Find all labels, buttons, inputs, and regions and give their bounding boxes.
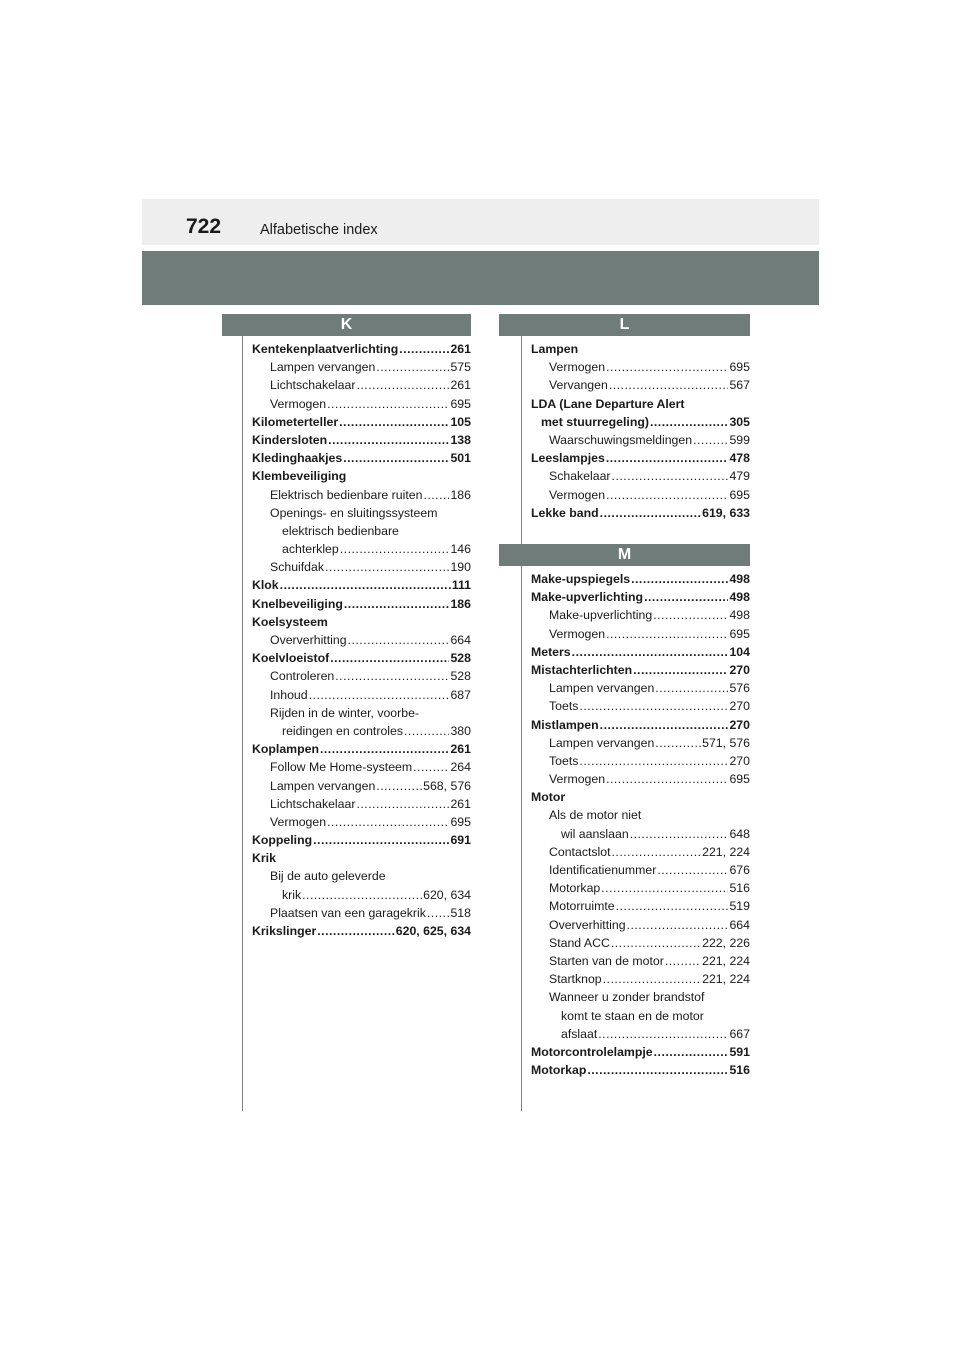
index-entry (531, 788, 750, 806)
index-entry-page[interactable]: 619, 633 (702, 505, 750, 520)
index-entry-page[interactable]: 270 (729, 699, 750, 714)
index-entry-label: Controleren (270, 669, 335, 684)
index-entry (252, 922, 471, 940)
index-entry (252, 886, 471, 904)
index-entry-page[interactable]: 664 (729, 917, 750, 932)
index-entry-page[interactable]: 498 (729, 608, 750, 623)
dot-leader (601, 879, 728, 897)
index-entry (252, 686, 471, 704)
index-entry (252, 777, 471, 795)
index-entry (252, 376, 471, 394)
index-entry-page[interactable]: 695 (729, 626, 750, 641)
dot-leader (404, 722, 449, 740)
index-entry (252, 431, 471, 449)
index-entry (531, 806, 750, 824)
section-letter-m: M (499, 544, 750, 566)
index-column-k (252, 340, 471, 940)
index-entry (531, 879, 750, 897)
index-entry (252, 522, 471, 540)
dot-leader (344, 595, 450, 613)
index-entry-page[interactable]: 221, 224 (702, 953, 750, 968)
section-letter-l: L (499, 314, 750, 336)
dot-leader (609, 376, 729, 394)
index-entry-label: Toets (549, 699, 579, 714)
index-entry-label: Vermogen (549, 772, 606, 787)
index-entry (531, 825, 750, 843)
index-entry-label: Bij de auto geleverde (270, 869, 386, 884)
index-entry-page[interactable]: 687 (450, 687, 471, 702)
index-entry-label: Motorkap (531, 1063, 587, 1078)
index-entry (252, 540, 471, 558)
dot-leader (579, 752, 728, 770)
index-entry (531, 570, 750, 588)
dot-leader (606, 358, 728, 376)
dot-leader (606, 449, 729, 467)
index-entry-label: Klembeveiliging (252, 469, 347, 484)
index-entry-label: Rijden in de winter, voorbe- (270, 705, 420, 720)
index-entry-page[interactable]: 528 (450, 669, 471, 684)
index-entry-label: Make-upverlichting (531, 590, 644, 605)
index-entry-label: Koelsysteem (252, 614, 328, 629)
index-entry-label: Vermogen (549, 626, 606, 641)
dot-leader (340, 540, 450, 558)
dot-leader (327, 813, 449, 831)
index-entry-label: Mistachterlichten (531, 662, 633, 677)
index-entry (252, 740, 471, 758)
index-entry (531, 486, 750, 504)
index-entry (531, 952, 750, 970)
index-entry (252, 631, 471, 649)
index-entry (531, 340, 750, 358)
index-entry-label: Koppeling (252, 833, 313, 848)
index-entry-label: Startknop (549, 972, 602, 987)
dot-leader (630, 825, 729, 843)
index-entry-page[interactable]: 620, 634 (423, 887, 471, 902)
index-entry-page[interactable]: 519 (729, 899, 750, 914)
index-entry (252, 758, 471, 776)
index-entry-label: Meters (531, 644, 571, 659)
index-entry (252, 504, 471, 522)
index-entry-label: Lampen vervangen (270, 778, 376, 793)
index-entry-label: afslaat (561, 1026, 598, 1041)
dot-leader (280, 576, 451, 594)
index-entry-label: Oververhitting (270, 633, 347, 647)
index-entry-label: Lekke band (531, 505, 599, 520)
index-entry (252, 613, 471, 631)
index-entry-label: elektrisch bedienbare (282, 523, 399, 538)
dot-leader (598, 1025, 728, 1043)
index-entry-page[interactable]: 620, 625, 634 (395, 924, 471, 938)
index-entry-label: Schakelaar (549, 469, 611, 484)
index-entry-label: Mistlampen (531, 717, 599, 732)
page-number: 722 (186, 215, 222, 238)
index-entry (252, 486, 471, 504)
index-entry (531, 934, 750, 952)
dot-leader (633, 661, 728, 679)
dot-leader (343, 449, 449, 467)
dot-leader (600, 716, 729, 734)
index-entry-label: Koplampen (252, 742, 319, 757)
dot-leader (611, 934, 701, 952)
index-entry (252, 704, 471, 722)
dot-leader (606, 486, 728, 504)
index-entry-label: Motor (531, 790, 566, 805)
index-entry (531, 916, 750, 934)
index-entry-label: Toets (549, 753, 579, 768)
index-column-l (531, 340, 750, 522)
index-entry (252, 395, 471, 413)
index-entry (531, 897, 750, 915)
dot-leader (399, 340, 449, 358)
dot-leader (328, 431, 449, 449)
index-entry-label: Inhoud (270, 687, 308, 702)
index-entry-page[interactable]: 190 (450, 560, 471, 575)
index-entry-page[interactable]: 111 (451, 578, 471, 593)
index-entry-label: Kledinghaakjes (252, 451, 343, 466)
index-entry-label: Oververhitting (549, 917, 626, 932)
index-entry (531, 861, 750, 879)
index-entry-page[interactable]: 146 (450, 542, 471, 557)
index-entry (531, 625, 750, 643)
index-entry-page[interactable]: 528 (450, 651, 471, 666)
index-entry (531, 1007, 750, 1025)
index-entry-page[interactable]: 478 (729, 451, 750, 466)
index-entry-label: Follow Me Home-systeem (270, 760, 413, 775)
index-entry (252, 358, 471, 376)
index-entry-page[interactable]: 501 (450, 451, 471, 466)
dot-leader (348, 631, 450, 649)
index-entry-label: Leeslampjes (531, 451, 605, 466)
dot-leader (600, 504, 701, 522)
index-entry-label: Knelbeveiliging (252, 596, 343, 611)
index-entry (252, 722, 471, 740)
index-entry-page[interactable]: 567 (729, 378, 750, 393)
index-entry-page[interactable]: 138 (450, 432, 471, 447)
dot-leader (606, 770, 728, 788)
index-entry-label: Contactslot (549, 844, 611, 859)
dot-leader (327, 395, 449, 413)
index-entry (531, 504, 750, 522)
index-entry-page[interactable]: 599 (729, 432, 750, 447)
index-entry-label: Vermogen (270, 814, 327, 829)
index-entry-page[interactable]: 648 (729, 826, 750, 841)
index-entry-page[interactable]: 695 (450, 396, 471, 411)
index-entry-page[interactable]: 695 (450, 814, 471, 829)
dot-leader (325, 558, 449, 576)
index-entry (531, 643, 750, 661)
index-entry-label: Lichtschakelaar (270, 796, 356, 811)
index-entry-label: Identificatienummer (549, 863, 657, 877)
index-entry-page[interactable]: 270 (729, 662, 750, 677)
dot-leader (356, 376, 449, 394)
index-column-m (531, 570, 750, 1079)
index-entry (252, 667, 471, 685)
index-entry (252, 576, 471, 594)
index-entry-page[interactable]: 571, 576 (702, 735, 750, 750)
index-entry-page[interactable]: 221, 224 (702, 844, 750, 859)
index-entry (531, 1061, 750, 1079)
index-entry-label: Vervangen (549, 378, 608, 393)
index-entry-page[interactable]: 691 (450, 833, 471, 848)
index-entry-page[interactable]: 695 (729, 772, 750, 787)
index-entry-page[interactable]: 221, 224 (702, 972, 750, 987)
index-entry (531, 1025, 750, 1043)
index-entry (252, 649, 471, 667)
index-entry (531, 376, 750, 394)
index-entry-page[interactable]: 270 (729, 753, 750, 768)
index-entry-page[interactable]: 516 (729, 881, 750, 896)
index-entry (252, 413, 471, 431)
index-entry-label: Lampen vervangen (270, 360, 376, 375)
header-bar (142, 199, 819, 245)
index-entry-label: Make-upverlichting (549, 608, 653, 623)
index-entry-label: Stand ACC (549, 935, 610, 950)
index-entry-label: Motorruimte (549, 899, 615, 914)
index-entry (531, 1043, 750, 1061)
index-entry-label: Motorcontrolelampje (531, 1044, 653, 1059)
dot-leader (631, 570, 728, 588)
index-entry (252, 795, 471, 813)
index-entry-label: Lampen vervangen (549, 681, 655, 696)
index-entry-page[interactable]: 186 (450, 596, 471, 611)
index-entry-label: Waarschuwingsmeldingen (549, 432, 693, 447)
index-entry-page[interactable]: 479 (729, 469, 750, 484)
index-entry-page[interactable]: 380 (450, 723, 471, 738)
page-title: Alfabetische index (260, 222, 378, 238)
index-entry (531, 679, 750, 697)
index-entry-label: Elektrisch bedienbare ruiten (270, 487, 423, 502)
index-entry-label: komt te staan en de motor (561, 1008, 704, 1023)
index-entry-label: Lichtschakelaar (270, 378, 356, 393)
index-entry-page[interactable]: 576 (729, 681, 750, 696)
dot-leader (376, 777, 422, 795)
index-entry-page[interactable]: 676 (729, 863, 750, 877)
index-entry-label: Vermogen (549, 487, 606, 502)
dot-leader (587, 1061, 728, 1079)
column-divider-right (521, 336, 522, 1111)
index-entry (531, 588, 750, 606)
index-entry-page[interactable]: 695 (729, 487, 750, 502)
dot-leader (427, 904, 450, 922)
dot-leader (627, 916, 729, 934)
dot-leader (653, 606, 728, 624)
index-entry (531, 413, 750, 431)
index-entry-label: Motorkap (549, 881, 601, 896)
index-entry (252, 340, 471, 358)
index-entry-label: Vermogen (549, 360, 606, 375)
header-band (142, 251, 819, 305)
index-entry (531, 734, 750, 752)
index-entry-label: Kentekenplaatverlichting (252, 342, 399, 356)
index-entry (531, 752, 750, 770)
index-entry (531, 431, 750, 449)
index-entry-page[interactable]: 305 (729, 414, 750, 429)
index-entry (531, 697, 750, 715)
dot-leader (655, 734, 701, 752)
index-entry-page[interactable]: 264 (450, 760, 471, 775)
dot-leader (665, 952, 701, 970)
dot-leader (693, 431, 728, 449)
index-entry-label: Krik (252, 851, 276, 866)
index-entry-label: achterklep (282, 542, 339, 557)
dot-leader (376, 358, 449, 376)
index-entry-page[interactable]: 270 (729, 717, 750, 732)
index-entry-label: reidingen en controles (282, 723, 403, 738)
index-entry-label: Lampen (531, 342, 579, 356)
index-entry (531, 770, 750, 788)
dot-leader (335, 667, 449, 685)
index-entry (252, 595, 471, 613)
dot-leader (572, 643, 729, 661)
index-entry (531, 716, 750, 734)
index-entry-label: Plaatsen van een garagekrik (270, 905, 426, 920)
index-entry (531, 358, 750, 376)
dot-leader (655, 679, 728, 697)
index-entry-label: Kilometerteller (252, 414, 339, 429)
dot-leader (356, 795, 449, 813)
dot-leader (330, 649, 449, 667)
index-entry (531, 449, 750, 467)
index-entry-page[interactable]: 104 (729, 644, 750, 659)
index-entry-label: met stuurregeling) (541, 414, 649, 429)
index-entry (252, 813, 471, 831)
dot-leader (413, 758, 449, 776)
index-entry-page[interactable]: 261 (450, 796, 471, 811)
dot-leader (612, 843, 702, 861)
dot-leader (616, 897, 729, 915)
dot-leader (606, 625, 728, 643)
index-entry (252, 849, 471, 867)
dot-leader (603, 970, 701, 988)
dot-leader (654, 1043, 729, 1061)
dot-leader (650, 413, 729, 431)
index-entry-label: Als de motor niet (549, 808, 642, 823)
index-entry (531, 395, 750, 413)
index-entry-label: krik (282, 887, 302, 902)
column-divider-left (242, 336, 243, 1111)
index-entry-label: Lampen vervangen (549, 735, 655, 750)
dot-leader (657, 861, 728, 879)
dot-leader (317, 922, 395, 940)
dot-leader (423, 486, 449, 504)
section-letter-k: K (222, 314, 471, 336)
dot-leader (644, 588, 728, 606)
dot-leader (302, 886, 422, 904)
index-entry-page[interactable]: 695 (729, 360, 750, 375)
index-entry-label: Wanneer u zonder brandstof (549, 990, 705, 1005)
index-entry (252, 449, 471, 467)
index-entry-page[interactable]: 261 (450, 742, 471, 757)
index-entry-page[interactable]: 591 (729, 1044, 750, 1059)
dot-leader (313, 831, 449, 849)
index-entry-label: Vermogen (270, 396, 327, 411)
index-entry-page[interactable]: 222, 226 (702, 935, 750, 950)
index-entry-page[interactable]: 105 (450, 414, 471, 429)
index-entry-page[interactable]: 261 (450, 378, 471, 393)
index-entry (531, 843, 750, 861)
index-entry-label: wil aanslaan (561, 826, 629, 841)
index-entry-page[interactable]: 516 (729, 1063, 750, 1078)
index-entry (252, 904, 471, 922)
dot-leader (339, 413, 449, 431)
index-entry-label: Klok (252, 578, 279, 593)
index-entry-page[interactable]: 667 (729, 1026, 750, 1041)
index-entry (531, 970, 750, 988)
index-entry-page[interactable]: 575 (450, 360, 471, 375)
index-entry (531, 467, 750, 485)
index-entry-page[interactable]: 518 (450, 905, 471, 920)
index-entry-label: Krikslinger (252, 924, 317, 938)
index-entry-label: Koelvloeistof (252, 651, 330, 666)
dot-leader (612, 467, 729, 485)
index-entry (531, 661, 750, 679)
index-entry-label: Schuifdak (270, 560, 325, 575)
index-entry-page[interactable]: 498 (729, 572, 750, 586)
index-entry (531, 988, 750, 1006)
index-entry-label: Starten van de motor (549, 953, 664, 968)
index-entry-label: LDA (Lane Departure Alert (531, 396, 685, 411)
index-entry-page[interactable]: 498 (729, 590, 750, 605)
dot-leader (309, 686, 450, 704)
index-entry-page[interactable]: 186 (450, 487, 471, 502)
dot-leader (579, 697, 728, 715)
index-entry-page[interactable]: 568, 576 (423, 778, 471, 793)
index-entry-label: Openings- en sluitingssysteem (270, 505, 438, 520)
index-entry (531, 606, 750, 624)
index-entry (252, 467, 471, 485)
index-entry-page[interactable]: 261 (450, 342, 471, 356)
index-entry (252, 867, 471, 885)
index-entry-label: Kindersloten (252, 432, 328, 447)
index-entry (252, 558, 471, 576)
index-entry-label: Make-upspiegels (531, 572, 631, 586)
dot-leader (320, 740, 450, 758)
index-entry (252, 831, 471, 849)
index-entry-page[interactable]: 664 (450, 633, 471, 647)
